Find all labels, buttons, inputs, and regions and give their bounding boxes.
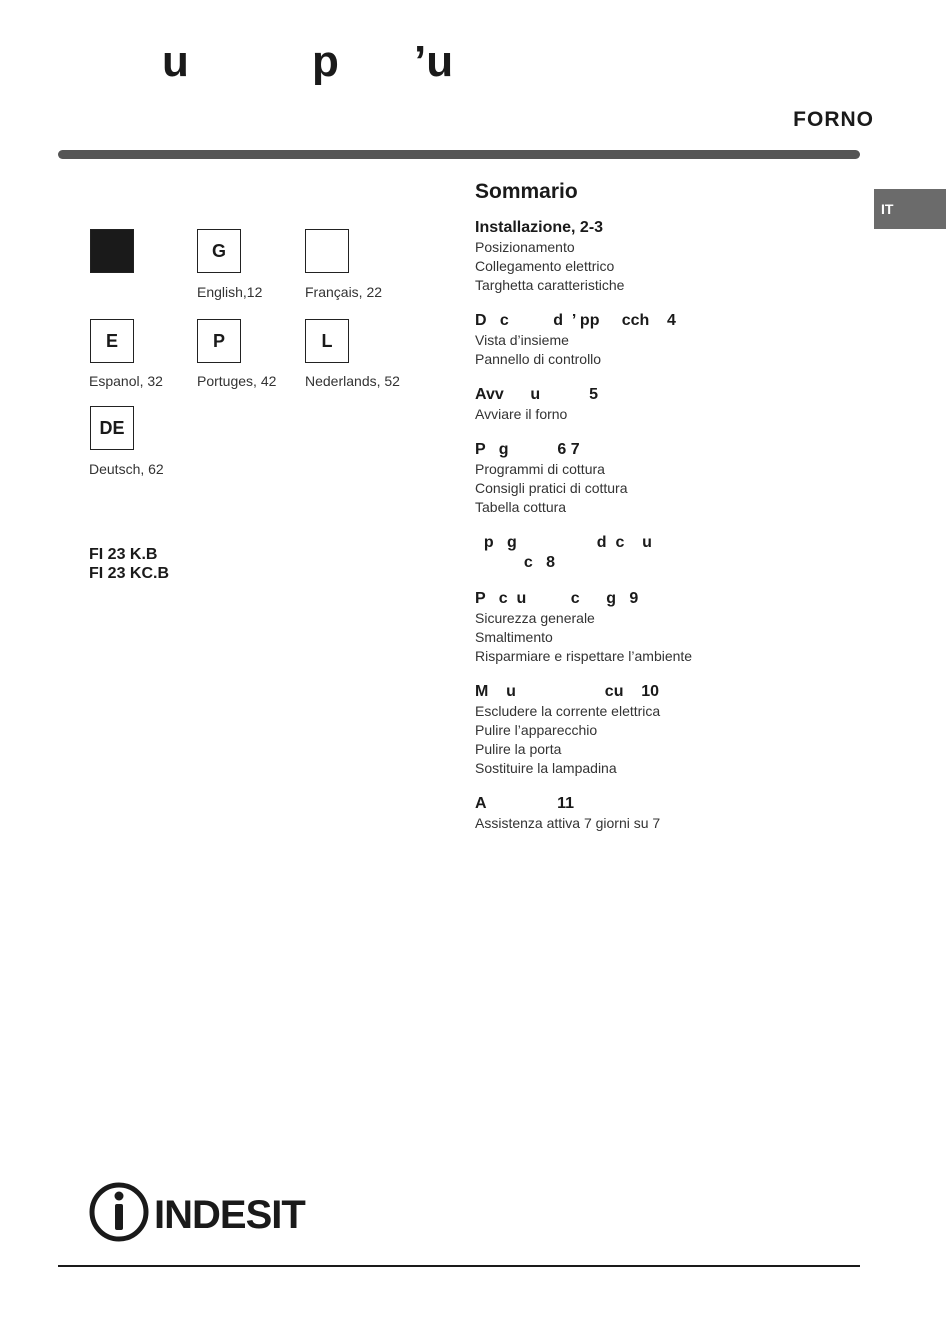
toc-section xyxy=(475,533,855,573)
toc-subitem[interactable]: Escludere la corrente elettrica xyxy=(475,703,661,719)
toc-section xyxy=(475,311,855,369)
toc-subitem[interactable]: Collegamento elettrico xyxy=(475,258,615,274)
indesit-logo xyxy=(88,1180,320,1244)
table-of-contents xyxy=(475,180,855,849)
lang-label-dutch: Nederlands, 52 xyxy=(305,373,400,389)
title-fragment-3: ’u xyxy=(414,37,454,86)
toc-heading[interactable]: Avv u 5 xyxy=(475,386,598,403)
lang-label-german: Deutsch, 62 xyxy=(89,461,164,477)
title-fragment-2: p xyxy=(312,37,339,86)
lang-label-spanish: Espanol, 32 xyxy=(89,373,163,389)
toc-subitem[interactable]: Sostituire la lampadina xyxy=(475,760,617,776)
lang-box-dutch[interactable]: L xyxy=(305,319,349,363)
toc-section xyxy=(475,682,855,778)
toc-subitem[interactable]: Vista d’insieme xyxy=(475,332,569,348)
toc-section xyxy=(475,440,855,517)
toc-subitem[interactable]: Programmi di cottura xyxy=(475,461,605,477)
toc-subitem[interactable]: Risparmiare e rispettare l’ambiente xyxy=(475,648,693,664)
toc-heading[interactable]: D c d ’ pp cch 4 xyxy=(475,312,676,329)
toc-section xyxy=(475,385,855,424)
toc-heading[interactable]: Installazione, 2-3 xyxy=(475,219,604,236)
lang-box-spanish[interactable]: E xyxy=(90,319,134,363)
lang-box-current[interactable] xyxy=(90,229,134,273)
toc-heading[interactable]: A 11 xyxy=(475,795,574,812)
toc-title: Sommario xyxy=(475,180,578,203)
lang-box-portuguese[interactable]: P xyxy=(197,319,241,363)
lang-label-portuguese: Portuges, 42 xyxy=(197,373,277,389)
title-fragment-1: u xyxy=(162,37,189,86)
lang-box-german[interactable]: DE xyxy=(90,406,134,450)
footer-divider xyxy=(58,1265,860,1267)
toc-section xyxy=(475,589,855,666)
toc-heading[interactable]: M u cu 10 xyxy=(475,683,660,700)
model-name: FI 23 K.B xyxy=(89,546,158,563)
header-divider xyxy=(58,150,860,159)
toc-heading[interactable]: P c u c g 9 xyxy=(475,590,639,607)
toc-subitem[interactable]: Avviare il forno xyxy=(475,406,568,422)
toc-heading[interactable]: p g d c u c 8 xyxy=(483,534,652,571)
toc-subitem[interactable]: Smaltimento xyxy=(475,629,553,645)
toc-subitem[interactable]: Posizionamento xyxy=(475,239,575,255)
toc-section xyxy=(475,218,855,295)
lang-label-english: English,12 xyxy=(197,284,263,300)
svg-text:INDESIT: INDESIT xyxy=(154,1193,305,1237)
lang-label-french: Français, 22 xyxy=(305,284,383,300)
toc-subitem[interactable]: Assistenza attiva 7 giorni su 7 xyxy=(475,815,661,831)
language-tab[interactable]: IT xyxy=(874,189,946,229)
toc-subitem[interactable]: Pulire l’apparecchio xyxy=(475,722,598,738)
toc-subitem[interactable]: Pannello di controllo xyxy=(475,351,602,367)
toc-heading[interactable]: P g 6 7 xyxy=(475,441,580,458)
toc-subitem[interactable]: Consigli pratici di cottura xyxy=(475,480,628,496)
toc-section xyxy=(475,794,855,833)
product-type: FORNO xyxy=(793,108,874,131)
toc-subitem[interactable]: Pulire la porta xyxy=(475,741,562,757)
toc-subitem[interactable]: Sicurezza generale xyxy=(475,610,595,626)
lang-box-english[interactable]: G xyxy=(197,229,241,273)
lang-box-french[interactable] xyxy=(305,229,349,273)
model-name: FI 23 KC.B xyxy=(89,565,170,582)
model-list xyxy=(89,545,169,583)
toc-subitem[interactable]: Targhetta caratteristiche xyxy=(475,277,625,293)
toc-subitem[interactable]: Tabella cottura xyxy=(475,499,567,515)
